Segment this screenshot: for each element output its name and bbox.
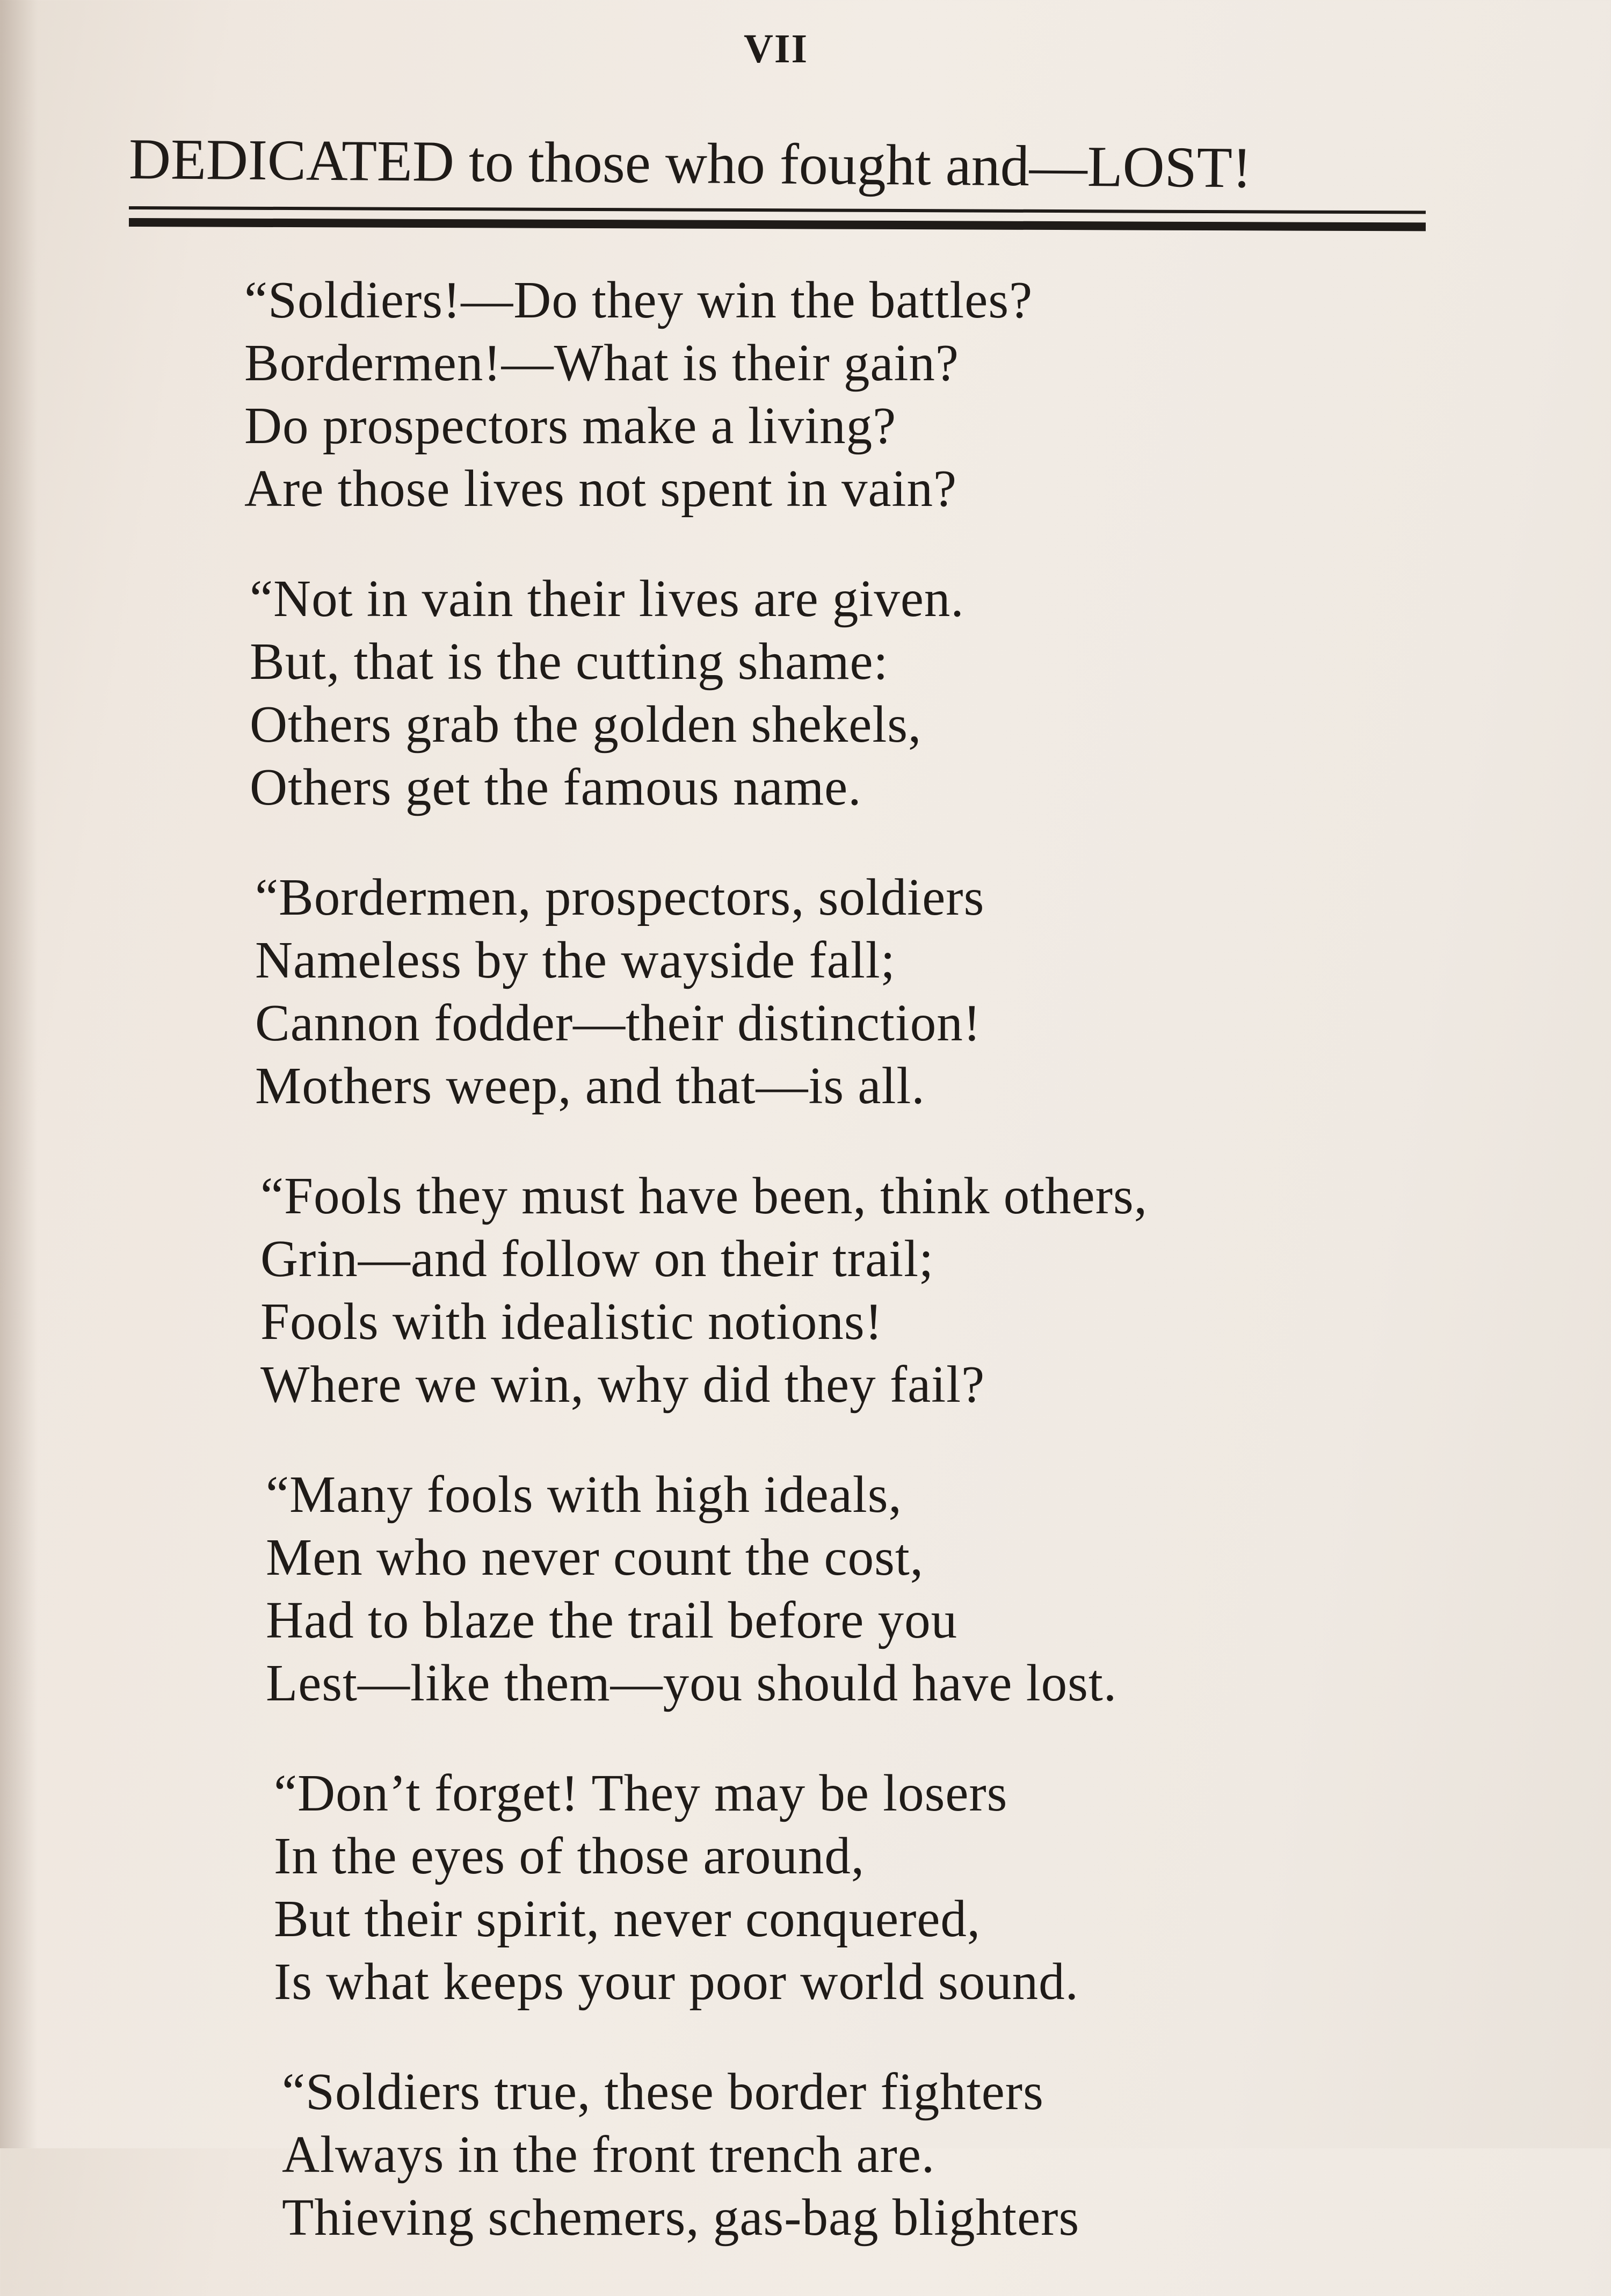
- poem-line: Mothers weep, and that—is all.: [255, 1057, 925, 1114]
- poem-line: “Bordermen, prospectors, soldiers: [255, 868, 985, 926]
- poem-line: “Fools they must have been, think others,: [260, 1167, 1148, 1225]
- poem-line: Do prospectors make a living?: [244, 397, 897, 454]
- stanza-7: [282, 2060, 1479, 2249]
- poem-line: Others get the famous name.: [250, 758, 862, 816]
- poem-line: Fools with idealistic notions!: [260, 1293, 883, 1350]
- poem-line: Lest—like them—you should have lost.: [266, 1654, 1117, 1712]
- stanza-4: [260, 1164, 1479, 1416]
- stanza-3: [255, 866, 1479, 1117]
- page-number: VII: [744, 26, 809, 71]
- poem-line: Others grab the golden shekels,: [250, 696, 922, 753]
- page-edge-shadow: [0, 0, 38, 2148]
- poem-line: Nameless by the wayside fall;: [255, 931, 896, 989]
- poem-line: Always in the front trench are.: [282, 2126, 935, 2183]
- poem-line: Thieving schemers, gas-bag blighters: [282, 2189, 1080, 2246]
- stanza-6: [274, 1762, 1479, 2013]
- poem-line: “Many fools with high ideals,: [266, 1466, 902, 1523]
- poem-line: “Not in vain their lives are given.: [250, 570, 964, 627]
- poem-line: In the eyes of those around,: [274, 1827, 865, 1885]
- poem-line: Had to blaze the trail before you: [266, 1591, 958, 1649]
- stanza-2: [250, 567, 1479, 819]
- poem-line: “Don’t forget! They may be losers: [274, 1764, 1008, 1822]
- poem-body: [244, 269, 1479, 2296]
- poem-line: “Soldiers true, these border fighters: [282, 2063, 1044, 2120]
- poem-line: Is what keeps your poor world sound.: [274, 1953, 1079, 2010]
- dedication-heading: DEDICATED to those who fought and—LOST!: [128, 127, 1252, 200]
- heading-rule-thin: [129, 206, 1426, 214]
- poem-line: Bordermen!—What is their gain?: [244, 334, 959, 392]
- stanza-5: [266, 1463, 1479, 1714]
- stanza-1: [244, 269, 1479, 520]
- poem-line: “Soldiers!—Do they win the battles?: [244, 271, 1033, 329]
- poem-line: Where we win, why did they fail?: [260, 1356, 985, 1413]
- heading-rule-thick: [129, 218, 1426, 231]
- poem-line: But their spirit, never conquered,: [274, 1890, 981, 1947]
- poem-line: Are those lives not spent in vain?: [244, 460, 957, 517]
- poem-line: But, that is the cutting shame:: [250, 633, 889, 690]
- poem-line: Men who never count the cost,: [266, 1529, 924, 1586]
- poem-line: Grin—and follow on their trail;: [260, 1230, 934, 1287]
- poem-line: Cannon fodder—their distinction!: [255, 994, 982, 1052]
